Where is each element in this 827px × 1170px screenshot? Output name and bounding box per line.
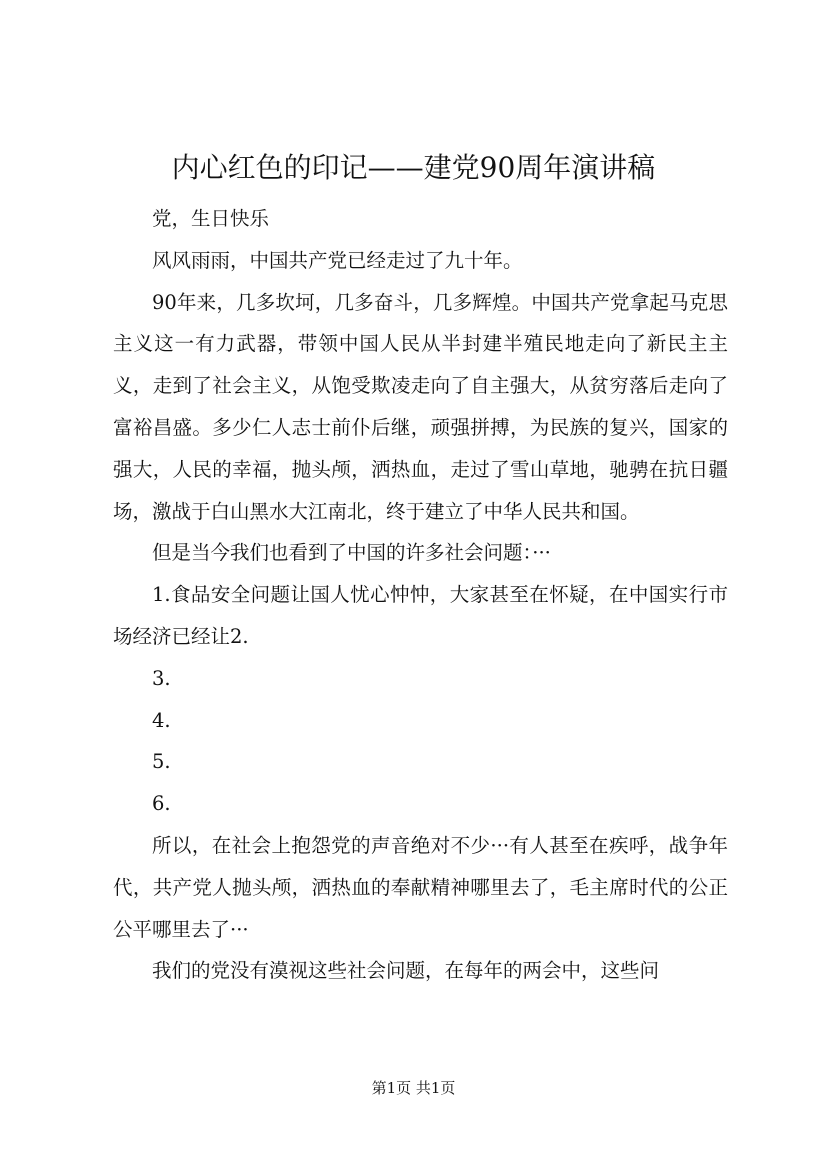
paragraph-problems-intro: 但是当今我们也看到了中国的许多社会问题：··· [152,541,551,565]
paragraph-history: 90年来，几多坎坷，几多奋斗，几多辉煌。中国共产党拿起马克思主义这一有力武器，带领中国人民从半封建半殖民地走向了新民主主义，走到了社会主义，从饱受欺凌走向了自主强大，从贫穷落后走向了富裕昌盛。多少仁人志士前仆后继，顽强拼搏，为民族的复兴，国家的强大，人民的幸福，抛头颅，洒热血，走过了雪山草地，驰骋在抗日疆场，激战于白山黑水大江南北，终于建立了中华人民共和国。 [113,290,728,523]
paragraph-item-4: 4. [152,708,171,732]
paragraph-item-5: 5. [152,750,171,774]
paragraph-intro: 风风雨雨，中国共产党已经走过了九十年。 [152,248,523,272]
paragraph-greeting: 党，生日快乐 [152,207,270,230]
paragraph-item-1: 1.食品安全问题让国人忧心忡忡，大家甚至在怀疑，在中国实行市场经济已经让2. [113,583,728,648]
document-body [113,198,728,992]
document-title: 内心红色的印记——建党90周年演讲稿 [171,151,656,184]
paragraph-item-3: 3. [152,666,171,690]
page-footer [0,1077,827,1099]
page-number: 第1页 共1页 [371,1079,456,1097]
paragraph-item-6: 6. [152,792,171,816]
paragraph-complaints: 所以，在社会上抱怨党的声音绝对不少···有人甚至在疾呼，战争年代，共产党人抛头颅，洒热血的奉献精神哪里去了，毛主席时代的公正公平哪里去了··· [113,833,728,941]
paragraph-party-response: 我们的党没有漠视这些社会问题，在每年的两会中，这些问 [152,959,660,983]
